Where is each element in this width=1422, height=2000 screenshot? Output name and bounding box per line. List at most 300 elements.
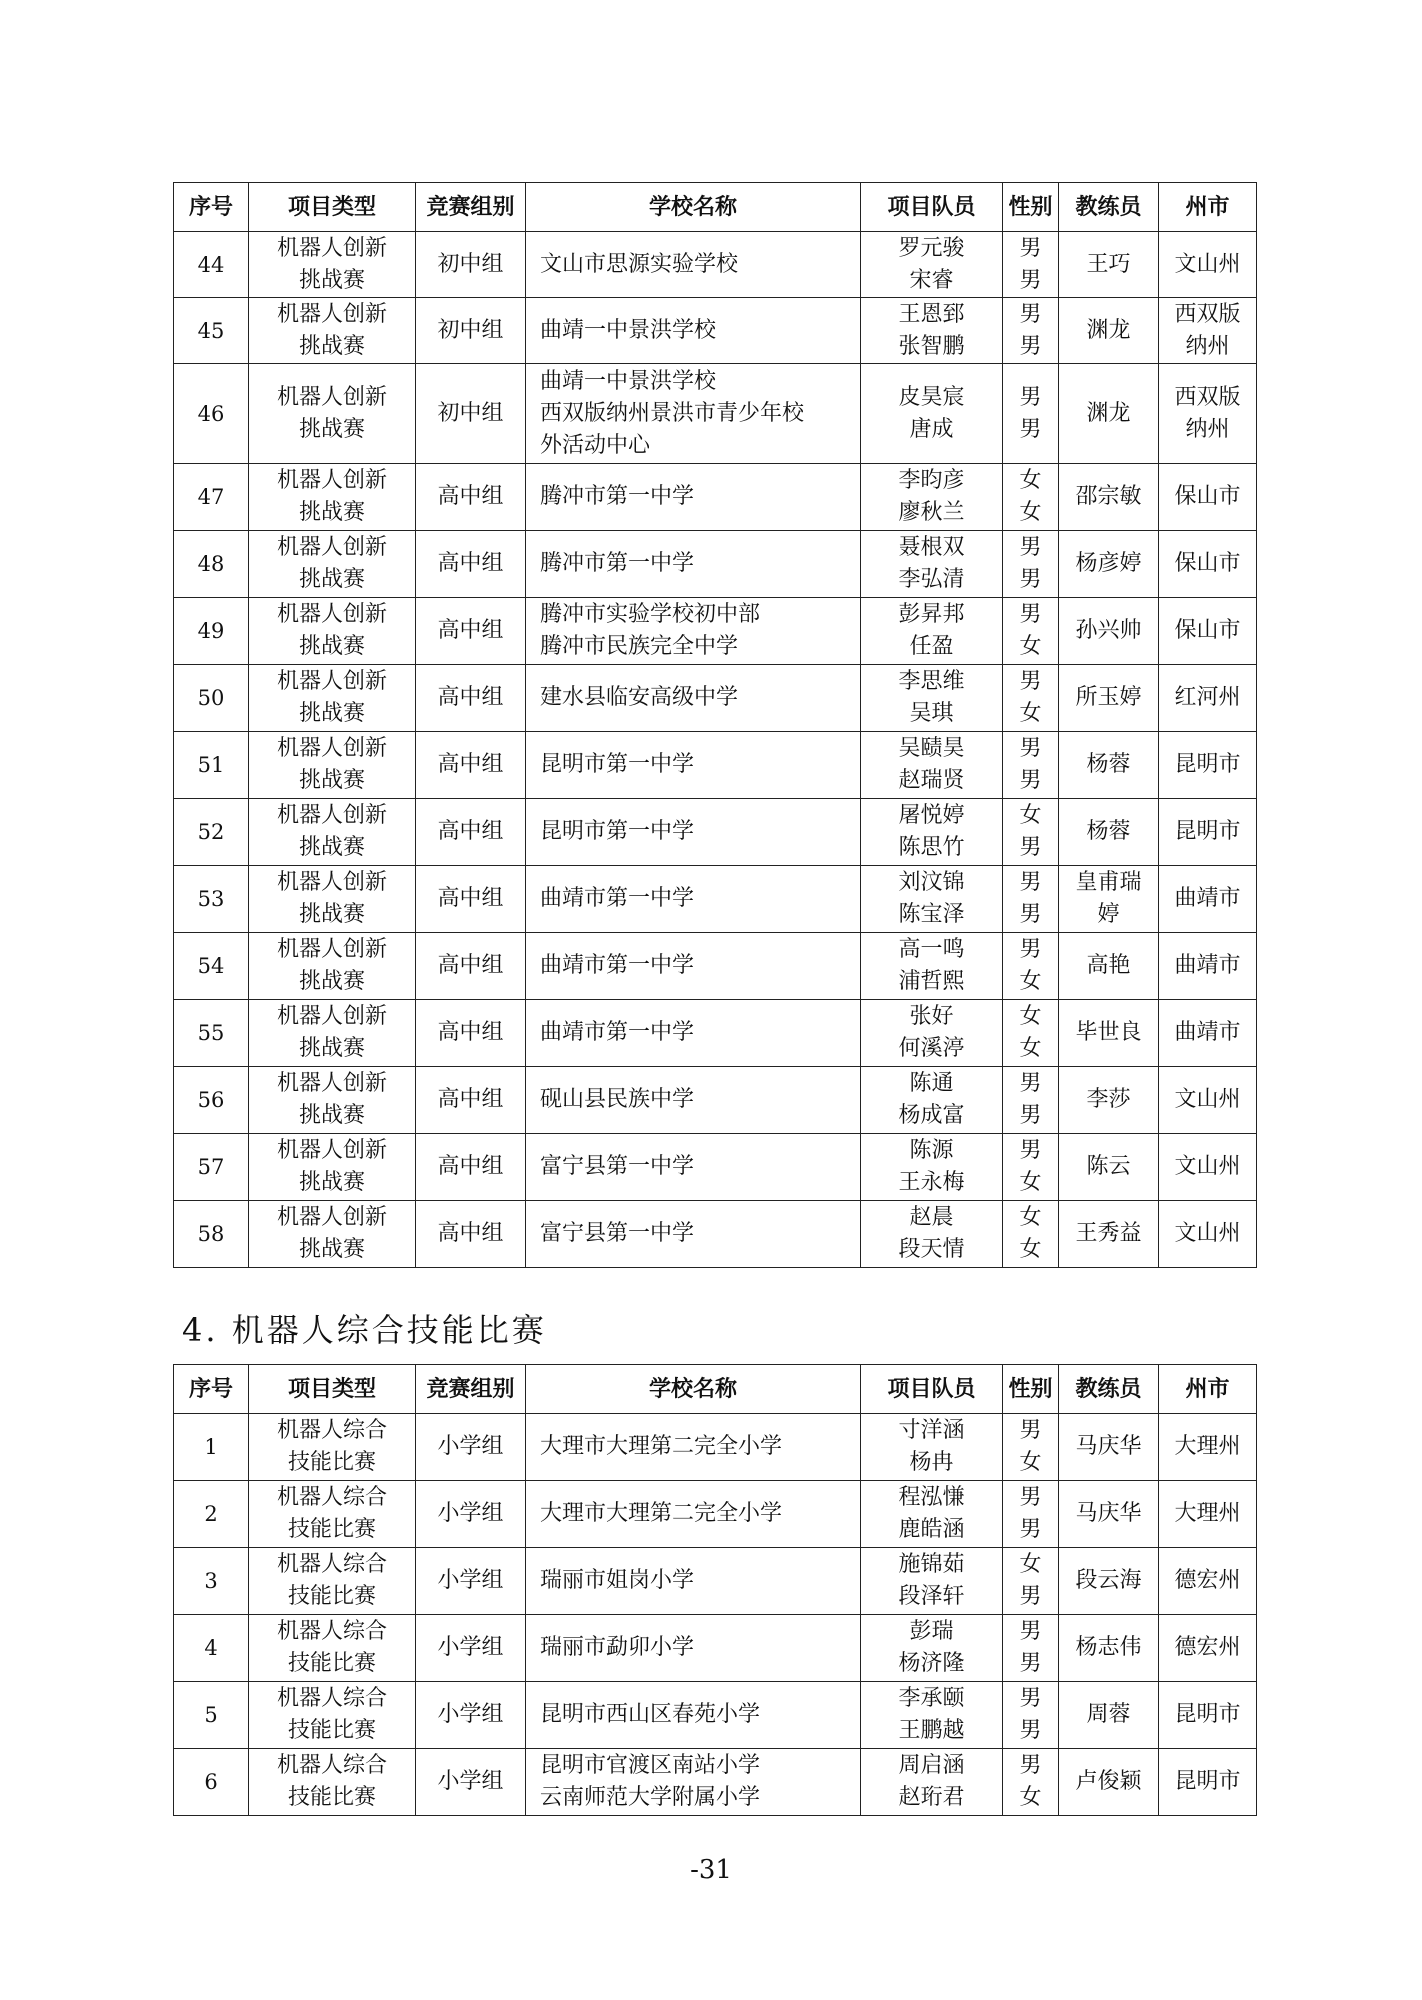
city [1159, 1481, 1257, 1548]
row-number: 6 [174, 1749, 249, 1816]
gender [1003, 1201, 1059, 1268]
team-members [861, 1000, 1003, 1067]
competition-group: 小学组 [416, 1682, 526, 1749]
project-type-line: 机器人创新 [276, 235, 387, 261]
gender [1003, 1548, 1059, 1615]
city [1159, 1414, 1257, 1481]
school-name [526, 1134, 861, 1201]
gender [1003, 866, 1059, 933]
project-type-line: 挑战赛 [298, 1237, 365, 1262]
row-number: 54 [174, 933, 249, 1000]
row-number: 52 [174, 799, 249, 866]
table-row [174, 1615, 1257, 1682]
row-number: 2 [174, 1481, 249, 1548]
project-type-line: 技能比赛 [287, 1651, 376, 1676]
coach [1059, 1201, 1159, 1268]
row-number: 46 [174, 364, 249, 464]
city [1159, 598, 1257, 665]
city [1159, 364, 1257, 464]
project-type [249, 464, 416, 531]
city-line: 曲靖市 [1174, 953, 1241, 978]
project-type [249, 665, 416, 732]
gender-line: 男 [1019, 1485, 1042, 1510]
gender-line: 女 [1019, 1004, 1042, 1029]
coach-line: 皇甫瑞 [1075, 870, 1142, 895]
project-type-line: 技能比赛 [287, 1718, 376, 1743]
gender-line: 男 [1019, 235, 1042, 261]
gender [1003, 364, 1059, 464]
competition-group: 小学组 [416, 1548, 526, 1615]
school-name [526, 531, 861, 598]
row-number: 57 [174, 1134, 249, 1201]
project-type-line: 技能比赛 [287, 1450, 376, 1475]
project-type [249, 1201, 416, 1268]
coach [1059, 1749, 1159, 1816]
team-members-line: 王永梅 [898, 1170, 965, 1195]
team-members [861, 933, 1003, 1000]
gender-line: 男 [1019, 1718, 1042, 1743]
project-type-line: 挑战赛 [298, 969, 365, 994]
gender [1003, 298, 1059, 364]
school-name-line: 昆明市官渡区南站小学 [540, 1753, 761, 1778]
competition-group: 高中组 [416, 866, 526, 933]
project-type [249, 298, 416, 364]
coach-line: 杨蓉 [1086, 819, 1131, 844]
coach [1059, 298, 1159, 364]
school-name [526, 866, 861, 933]
coach-line: 杨彦婷 [1075, 551, 1142, 576]
school-name [526, 799, 861, 866]
school-name-line: 瑞丽市勐卯小学 [540, 1635, 695, 1660]
gender [1003, 933, 1059, 1000]
gender [1003, 531, 1059, 598]
coach-line: 段云海 [1075, 1568, 1142, 1593]
row-number: 5 [174, 1682, 249, 1749]
coach [1059, 1414, 1159, 1481]
city [1159, 1682, 1257, 1749]
gender [1003, 1134, 1059, 1201]
project-type-line: 机器人创新 [276, 535, 387, 560]
gender-line: 男 [1019, 1517, 1042, 1542]
team-members-line: 聂根双 [898, 535, 965, 560]
school-name [526, 1548, 861, 1615]
city-line: 大理州 [1174, 1434, 1241, 1459]
team-members-line: 皮昊宸 [898, 384, 965, 410]
coach-line: 杨蓉 [1086, 752, 1131, 777]
gender-line: 女 [1019, 468, 1042, 493]
project-type-line: 技能比赛 [287, 1785, 376, 1810]
participants-table-1 [173, 182, 1257, 1268]
coach [1059, 1548, 1159, 1615]
team-members [861, 799, 1003, 866]
project-type-line: 机器人创新 [276, 384, 387, 410]
city-line: 文山州 [1174, 1221, 1241, 1246]
team-members [861, 364, 1003, 464]
city [1159, 232, 1257, 298]
project-type-line: 挑战赛 [298, 500, 365, 525]
gender [1003, 665, 1059, 732]
row-number: 58 [174, 1201, 249, 1268]
team-members-line: 浦哲熙 [898, 969, 965, 994]
team-members-line: 寸洋涵 [898, 1418, 965, 1443]
city-line: 文山州 [1174, 1154, 1241, 1179]
row-number: 3 [174, 1548, 249, 1615]
city [1159, 1749, 1257, 1816]
school-name [526, 933, 861, 1000]
team-members-line: 段泽轩 [898, 1584, 965, 1609]
project-type-line: 机器人创新 [276, 870, 387, 895]
gender-line: 男 [1019, 1619, 1042, 1644]
city [1159, 1134, 1257, 1201]
school-name [526, 364, 861, 464]
project-type [249, 1134, 416, 1201]
project-type [249, 866, 416, 933]
coach [1059, 799, 1159, 866]
table-row [174, 933, 1257, 1000]
school-name-line: 昆明市西山区春苑小学 [540, 1702, 761, 1727]
school-name [526, 1615, 861, 1682]
city-line: 西双版 [1174, 301, 1241, 327]
row-number: 48 [174, 531, 249, 598]
city-line: 纳州 [1185, 333, 1230, 359]
coach [1059, 1481, 1159, 1548]
coach [1059, 1682, 1159, 1749]
gender-line: 女 [1019, 634, 1042, 659]
project-type-line: 机器人创新 [276, 736, 387, 761]
row-number: 51 [174, 732, 249, 799]
city-line: 德宏州 [1174, 1635, 1241, 1660]
header-gender: 性别 [1003, 1365, 1059, 1414]
team-members-line: 吴赜昊 [898, 736, 965, 761]
competition-group: 小学组 [416, 1615, 526, 1682]
school-name [526, 1000, 861, 1067]
team-members-line: 王鹏越 [898, 1718, 965, 1743]
team-members-line: 鹿皓涵 [898, 1517, 965, 1542]
city-line: 文山州 [1174, 1087, 1241, 1112]
team-members-line: 李弘清 [898, 567, 965, 592]
project-type-line: 挑战赛 [298, 267, 365, 293]
city-line: 曲靖市 [1174, 1020, 1241, 1045]
team-members [861, 866, 1003, 933]
team-members [861, 732, 1003, 799]
team-members-line: 程泓慊 [898, 1485, 965, 1510]
table-row [174, 1000, 1257, 1067]
table-row [174, 1067, 1257, 1134]
project-type-line: 挑战赛 [298, 1170, 365, 1195]
competition-group: 高中组 [416, 933, 526, 1000]
gender-line: 男 [1019, 1584, 1042, 1609]
coach [1059, 1615, 1159, 1682]
school-name-line: 曲靖市第一中学 [540, 953, 695, 978]
gender-line: 男 [1019, 567, 1042, 592]
competition-group: 高中组 [416, 464, 526, 531]
team-members-line: 宋睿 [909, 267, 954, 293]
coach-line: 李莎 [1086, 1087, 1131, 1112]
city-line: 文山州 [1174, 251, 1241, 277]
coach-line: 高艳 [1086, 953, 1131, 978]
row-number: 4 [174, 1615, 249, 1682]
gender [1003, 1414, 1059, 1481]
school-name-line: 昆明市第一中学 [540, 752, 695, 777]
gender [1003, 732, 1059, 799]
gender [1003, 1615, 1059, 1682]
coach-line: 邵宗敏 [1075, 484, 1142, 509]
gender-line: 女 [1019, 1036, 1042, 1061]
gender-line: 男 [1019, 333, 1042, 359]
gender-line: 男 [1019, 835, 1042, 860]
project-type-line: 挑战赛 [298, 1103, 365, 1128]
school-name-line: 曲靖一中景洪学校 [540, 317, 717, 343]
project-type-line: 挑战赛 [298, 768, 365, 793]
school-name-line: 瑞丽市姐岗小学 [540, 1568, 695, 1593]
table-row [174, 1134, 1257, 1201]
row-number: 50 [174, 665, 249, 732]
gender-line: 男 [1019, 870, 1042, 895]
header-members: 项目队员 [861, 1365, 1003, 1414]
header-coach: 教练员 [1059, 183, 1159, 232]
coach [1059, 1067, 1159, 1134]
project-type-line: 机器人综合 [276, 1552, 387, 1577]
gender-line: 男 [1019, 1103, 1042, 1128]
project-type-line: 机器人创新 [276, 1004, 387, 1029]
school-name-line: 大理市大理第二完全小学 [540, 1501, 783, 1526]
project-type-line: 挑战赛 [298, 1036, 365, 1061]
school-name [526, 1481, 861, 1548]
header-coach: 教练员 [1059, 1365, 1159, 1414]
team-members-line: 杨成富 [898, 1103, 965, 1128]
competition-group: 小学组 [416, 1481, 526, 1548]
page-number: -31 [690, 1855, 732, 1885]
gender-line: 女 [1019, 500, 1042, 525]
team-members-line: 赵珩君 [898, 1785, 965, 1810]
row-number: 55 [174, 1000, 249, 1067]
project-type-line: 挑战赛 [298, 416, 365, 442]
school-name [526, 1067, 861, 1134]
competition-group: 高中组 [416, 732, 526, 799]
table-row [174, 1682, 1257, 1749]
table-row [174, 1481, 1257, 1548]
coach [1059, 732, 1159, 799]
coach [1059, 232, 1159, 298]
competition-group: 高中组 [416, 531, 526, 598]
project-type-line: 机器人综合 [276, 1418, 387, 1443]
gender [1003, 232, 1059, 298]
school-name-line: 腾冲市第一中学 [540, 484, 695, 509]
project-type [249, 933, 416, 1000]
team-members [861, 1548, 1003, 1615]
school-name-line: 砚山县民族中学 [540, 1087, 695, 1112]
school-name-line: 富宁县第一中学 [540, 1221, 695, 1246]
table-row [174, 732, 1257, 799]
table-row [174, 1414, 1257, 1481]
gender-line: 男 [1019, 384, 1042, 410]
gender [1003, 799, 1059, 866]
project-type-line: 挑战赛 [298, 701, 365, 726]
city-line: 红河州 [1174, 685, 1241, 710]
school-name-line: 腾冲市第一中学 [540, 551, 695, 576]
gender-line: 男 [1019, 602, 1042, 627]
gender-line: 男 [1019, 1651, 1042, 1676]
project-type [249, 1067, 416, 1134]
gender [1003, 1000, 1059, 1067]
city-line: 昆明市 [1174, 819, 1241, 844]
project-type-line: 机器人创新 [276, 803, 387, 828]
school-name-line: 云南师范大学附属小学 [540, 1785, 761, 1810]
gender-line: 女 [1019, 803, 1042, 828]
header-group: 竞赛组别 [416, 183, 526, 232]
team-members [861, 1615, 1003, 1682]
competition-group: 初中组 [416, 298, 526, 364]
city-line: 德宏州 [1174, 1568, 1241, 1593]
gender [1003, 1749, 1059, 1816]
city [1159, 799, 1257, 866]
project-type-line: 机器人创新 [276, 602, 387, 627]
coach [1059, 1000, 1159, 1067]
team-members-line: 陈源 [909, 1138, 954, 1163]
competition-group: 高中组 [416, 1134, 526, 1201]
team-members-line: 高一鸣 [898, 937, 965, 962]
coach-line: 马庆华 [1075, 1434, 1142, 1459]
gender-line: 男 [1019, 1753, 1042, 1778]
table-row [174, 298, 1257, 364]
row-number: 45 [174, 298, 249, 364]
city-line: 大理州 [1174, 1501, 1241, 1526]
project-type-line: 机器人创新 [276, 468, 387, 493]
team-members-line: 何溪渟 [898, 1036, 965, 1061]
coach-line: 陈云 [1086, 1154, 1131, 1179]
school-name [526, 1682, 861, 1749]
gender-line: 女 [1019, 1785, 1042, 1810]
school-name [526, 1201, 861, 1268]
team-members-line: 彭瑞 [909, 1619, 954, 1644]
school-name-line: 大理市大理第二完全小学 [540, 1434, 783, 1459]
gender-line: 女 [1019, 1552, 1042, 1577]
project-type-line: 机器人创新 [276, 1071, 387, 1096]
team-members-line: 段天情 [898, 1237, 965, 1262]
competition-group: 高中组 [416, 1000, 526, 1067]
project-type-line: 机器人创新 [276, 937, 387, 962]
city [1159, 1000, 1257, 1067]
gender-line: 男 [1019, 301, 1042, 327]
team-members [861, 1414, 1003, 1481]
city-line: 西双版 [1174, 384, 1241, 410]
school-name-line: 曲靖市第一中学 [540, 886, 695, 911]
coach [1059, 933, 1159, 1000]
coach-line: 王秀益 [1075, 1221, 1142, 1246]
coach-line: 孙兴帅 [1075, 618, 1142, 643]
table-header-row [174, 183, 1257, 232]
header-members: 项目队员 [861, 183, 1003, 232]
gender-line: 男 [1019, 1071, 1042, 1096]
project-type [249, 598, 416, 665]
team-members-line: 任盈 [909, 634, 954, 659]
city [1159, 732, 1257, 799]
project-type [249, 1414, 416, 1481]
gender-line: 女 [1019, 701, 1042, 726]
row-number: 56 [174, 1067, 249, 1134]
gender-line: 男 [1019, 768, 1042, 793]
gender-line: 男 [1019, 1138, 1042, 1163]
project-type-line: 挑战赛 [298, 567, 365, 592]
team-members [861, 598, 1003, 665]
school-name [526, 464, 861, 531]
project-type-line: 机器人创新 [276, 669, 387, 694]
team-members-line: 廖秋兰 [898, 500, 965, 525]
city-line: 保山市 [1174, 551, 1241, 576]
gender-line: 男 [1019, 1686, 1042, 1711]
table-row [174, 232, 1257, 298]
coach [1059, 464, 1159, 531]
team-members-line: 陈通 [909, 1071, 954, 1096]
school-name [526, 665, 861, 732]
coach-line: 渊龙 [1086, 317, 1131, 343]
school-name [526, 298, 861, 364]
city-line: 保山市 [1174, 484, 1241, 509]
gender-line: 男 [1019, 416, 1042, 442]
team-members-line: 屠悦婷 [898, 803, 965, 828]
coach [1059, 1134, 1159, 1201]
project-type-line: 机器人综合 [276, 1753, 387, 1778]
coach-line: 所玉婷 [1075, 685, 1142, 710]
project-type [249, 1749, 416, 1816]
city [1159, 464, 1257, 531]
project-type-line: 挑战赛 [298, 835, 365, 860]
table-row [174, 1548, 1257, 1615]
gender-line: 男 [1019, 669, 1042, 694]
team-members-line: 王恩郅 [898, 301, 965, 327]
school-name [526, 598, 861, 665]
table-row [174, 1201, 1257, 1268]
coach-line: 马庆华 [1075, 1501, 1142, 1526]
project-type [249, 1548, 416, 1615]
row-number: 49 [174, 598, 249, 665]
table-row [174, 1749, 1257, 1816]
table-row [174, 866, 1257, 933]
header-no: 序号 [174, 1365, 249, 1414]
table-row [174, 665, 1257, 732]
team-members [861, 1201, 1003, 1268]
gender-line: 女 [1019, 1205, 1042, 1230]
city [1159, 298, 1257, 364]
header-school: 学校名称 [526, 183, 861, 232]
gender [1003, 598, 1059, 665]
coach [1059, 665, 1159, 732]
school-name-line: 腾冲市实验学校初中部 [540, 602, 761, 627]
coach-line: 毕世良 [1075, 1020, 1142, 1045]
section-title: 4. 机器人综合技能比赛 [182, 1311, 547, 1349]
competition-group: 高中组 [416, 1067, 526, 1134]
competition-group: 高中组 [416, 1201, 526, 1268]
school-name [526, 1749, 861, 1816]
header-city: 州市 [1159, 1365, 1257, 1414]
table-row [174, 799, 1257, 866]
participants-table-2 [173, 1364, 1257, 1816]
row-number: 47 [174, 464, 249, 531]
project-type-line: 机器人综合 [276, 1686, 387, 1711]
gender [1003, 464, 1059, 531]
school-name-line: 文山市思源实验学校 [540, 251, 739, 277]
city [1159, 1615, 1257, 1682]
city [1159, 933, 1257, 1000]
gender-line: 男 [1019, 535, 1042, 560]
city-line: 曲靖市 [1174, 886, 1241, 911]
header-city: 州市 [1159, 183, 1257, 232]
team-members [861, 1481, 1003, 1548]
competition-group: 高中组 [416, 799, 526, 866]
project-type-line: 挑战赛 [298, 634, 365, 659]
team-members-line: 彭昇邦 [898, 602, 965, 627]
row-number: 1 [174, 1414, 249, 1481]
